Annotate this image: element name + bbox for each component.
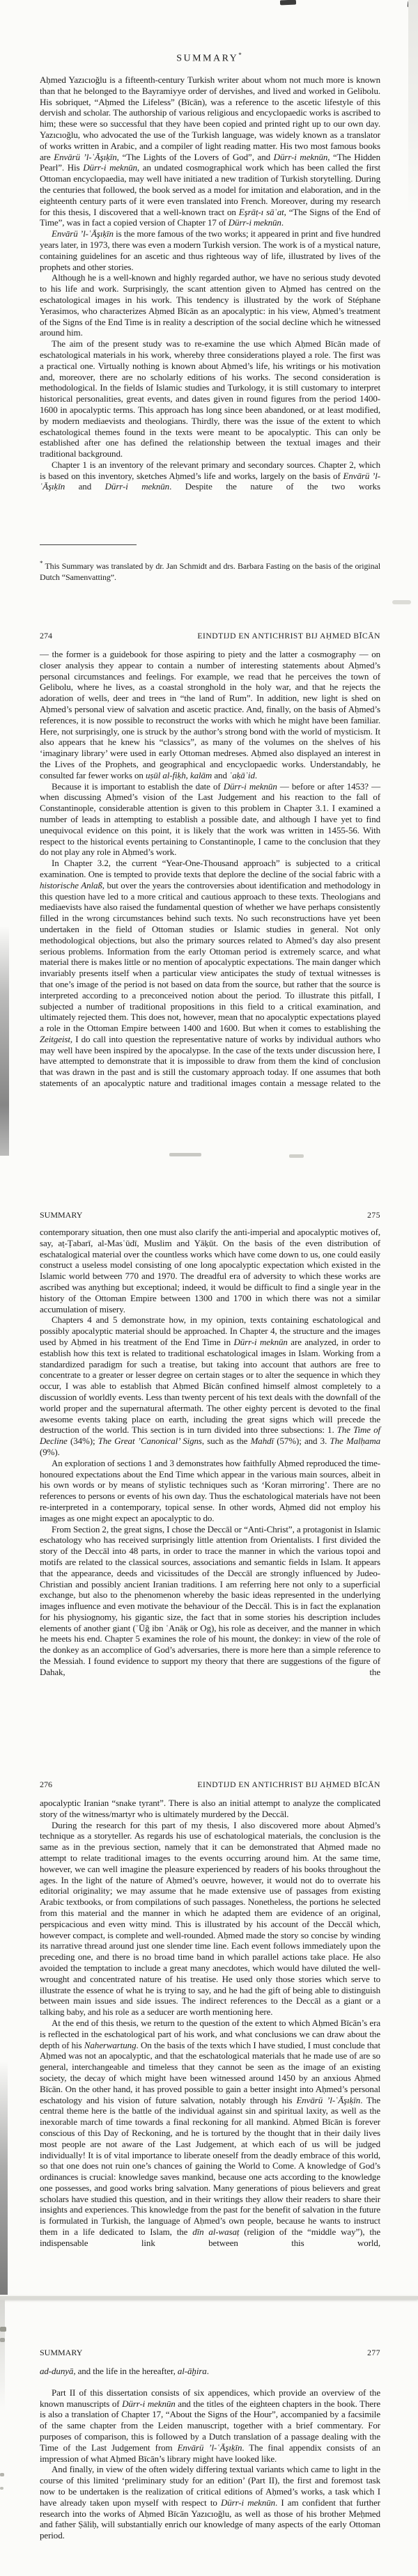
- paragraph: From Section 2, the great signs, I chose the Deccāl or “Anti-Christ”, a protagonist in Islamic eschatology who has received surprisingly little attention from Orientalists. I first divided the story of the Deccāl into 48 parts, in order to trace the manner in which the various topoi and motifs are related to the classical sources, associations and semantic fields in Islam. It appears that the appearance, deeds and vicissitudes of the Deccāl are strongly influenced by Judeo-Christian and possibly ancient Iranian traditions. I am referring here not only to a superficial exchange, but also to the phenomenon whereby the basic ideas represented in the underlying images influence and even motivate the behaviour of the Deccāl. This is in fact the explanation for his physiognomy, his gigantic size, the fact that in some stories his description includes elements of another giant (ʿŪğ ibn ʿAnāḳ or Og), his role as deceiver, and the manner in which he meets his end. Chapter 5 examines the role of his mount, the donkey: in view of the role of the donkey as an accomplice of God’s adversaries, there is more here than a simple reference to the Messiah. I found evidence to support my theory that there are suggestions of the figure of Dahak, the: [40, 1523, 380, 1677]
- paragraph: Because it is important to establish the date of Dürr-i meknūn — before or after 1453? — when discussing Aḥmed’s vision of the Last Judgement and his reaction to the fall of Constantinople, considerable attention is given to this problem in Chapter 3.1. I examined a number of leads in attempting to establish a possible date, and although I have yet to find unequivocal evidence on this point, it is likely that the work was written in 1455-56. With respect to the historical events pertaining to Constantinople, I came to the conclusion that they do not play any role in Aḥmed’s work.: [40, 780, 380, 858]
- paragraph: — the former is a guidebook for those aspiring to piety and the latter a cosmography — on closer analysis they appear to contain a number of interesting statements about Aḥmed’s personal circumstances and feelings. For example, we read that he perceives the town of Gelibolu, where he lives, as a coastal stronghold in the holy war, and that he rejects the adoration of wells, deer and trees in “the land of Rum”. In addition, new light is shed on Aḥmed’s personal view of salvation and ascetic practice. And, finally, on the basis of Aḥmed’s references, it is now possible to reconstruct the works with which he might have been familiar. Here, not surprisingly, one is struck by the author’s strong bond with the world of mysticism. It also appears that he knew his “classics”, as many of the volumes on the shelves of his ‘imaginary library’ were used in early Ottoman medreses. Aḥmed also displayed an interest in the Lives of the Prophets, and geographical and encyclopaedic works. Understandably, he consulted far fewer works on uṣūl al-fiḳh, kalām and ʿaḳāʾid.: [40, 649, 380, 780]
- page-body: [40, 74, 380, 492]
- scan-artifact-edge-mark: [0, 2473, 4, 2476]
- paragraph: At the end of this thesis, we return to the question of the extent to which Aḥmed Bīcān’s era is reflected in the eschatological part of his work, and what conclusions we can draw about the depth of his Naherwartung. On the basis of the texts which I have studied, I must conclude that Aḥmed was not an apocalyptic, and that the eschatological materials that he made use of are so general, interchangeable and timeless that they cannot be seen as the image of an existing society, the decay of which might have been witnessed around 1450 by an anxious Aḥmed Bīcān. On the other hand, it has proved possible to gain a better insight into Aḥmed’s personal eschatology and his vision of future salvation, notably through his Envārü ’l-ʿĀşıḳīn. The central theme here is the battle of the individual against sin and spiritual laxity, as well as the inexorable march of time towards a final reckoning for all mankind. Aḥmed Bīcān is forever conscious of this Day of Reckoning, and he is tortured by the thought that in their daily lives most people are not aware of the Last Judgement, at which each of us will be judged individually! It is of vital importance to liberate oneself from the deadly embrace of this world, so that one does not ruin one’s chances of gaining the World to Come. A knowledge of God’s ordinances is crucial: knowledge saves mankind, because one acts according to the knowledge one possesses, and good works bring salvation. Many generations of pious believers and great scholars have studied this question, and in their writings they allow their readers to share their insights and experiences. This knowledge from the past for the benefit of salvation in the future is formulated in Turkish, the language of Aḥmed’s own people, because he wants to instruct them in a life dedicated to Islam, the dīn al-wasaṭ (religion of the “middle way”), the indispensable link between this world,: [40, 2017, 380, 2248]
- paragraph: Part II of this dissertation consists of six appendices, which provide an overview of the known manuscripts of Dürr-i meknūn and the titles of the eighteen chapters in the book. There is also a translation of Chapter 17, “About the Signs of the Hour”, accompanied by a facsimile of the same chapter from the Leiden manuscript, together with a brief commentary. For purposes of comparison, this is followed by a Dutch translation of a passage dealing with the Time of the Last Judgement from Envārü ’l-ʿĀşıḳīn. The final appendix consists of an impression of what Aḥmed Bīcān’s library might have looked like.: [40, 2387, 380, 2464]
- running-title: SUMMARY: [40, 2348, 83, 2357]
- scan-artifact-smudge: [392, 600, 411, 604]
- paragraph: Chapters 4 and 5 demonstrate how, in my opinion, texts containing eschatological and possibly apocalyptic material should be approached. In Chapter 4, the structure and the images used by Aḥmed in his treatment of the End Time in Dürr-i meknūn are analyzed, in order to establish how this text is related to traditional eschatological images in Islam. Working from a standardized paradigm for such a treatise, but taking into account that authors are free to concentrate to a greater or lesser degree on certain stages or to alter the sequence in which they occur, I was able to establish that Aḥmed Bīcān confined himself almost completely to a discussion of worldly events. Less than twenty percent of his text deals with the downfall of the world proper and the supernatural aftermath. The other eighty percent is devoted to the final awesome events taking place on earth, including the great signs which will precede the destruction of the world. This section is in turn divided into three subsections: 1. The Time of Decline (34%); The Great ’Canonical’ Signs, such as the Mahdī (57%); and 3. The Malḥama (9%).: [40, 1314, 381, 1457]
- paragraph: In Chapter 3.2, the current “Year-One-Thousand approach” is subjected to a critical examination. One is tempted to provide texts that deplore the decline of the social fabric with a historische Anlaß, but over the years the controversies about identification and methodology in this question have led to a more critical and cautious approach to these texts. Theologians and mediaevists have also raised the fundamental question of whether we have perhaps consistently filled in the wrong circumstances behind such texts. No such reconstructions have yet been undertaken in the field of Ottoman studies or Islamic studies in general. Not only methodological objections, but also the primary sources related to Aḥmed’s day also present serious problems. Information from the early Ottoman period is extremely scarce, and what material there is makes little or no mention of apocalyptic expectations. The main danger which invariably presents itself when a particular view anticipates the study of textual witnesses is that one’s image of the period is not based on data from the source, but rather that the source is interpreted according to a preconceived notion about the period. To illustrate this pitfall, I subjected a number of traditional propositions in this field to a critical examination, and ultimately rejected them. This does not, however, mean that no apocalyptic expectations played a role in the Ottoman Empire between 1400 and 1600. But when it comes to establishing the Zeitgeist, I do call into question the representative nature of works by individual authors who may well have been inspired by the apocalypse. In the case of the texts under discussion here, I have attempted to demonstrate that it is impossible to draw from them the kind of conclusion that was drawn in the past and is still the customary approach today. If one assumes that both statements of an apocalyptic nature and traditional images contain a message related to the: [40, 858, 381, 1089]
- paragraph: Envārü ’l-ʿĀşıḳīn is the more famous of the two works; it appeared in print and five hundred years later, in 1973, there was even a modern Turkish version. The work is of a mystical nature, containing guidelines for an ascetic and thus righteous way of life, illustrated by lives of the prophets and other stories.: [40, 228, 380, 272]
- paragraph: contemporary situation, then one must also clarify the anti-imperial and apocalyptic motives of, say, aṭ-Ṭabarī, al-Masʿūdī, Muslim and Yāḳūt. On the basis of the even distribution of eschatalogical material over the countless works which have come down to us, one could easily construct a useless model consisting of one long apocalyptic expectation which existed in the Islamic world between 770 and 1970. The dreadful era of adversity to which these works are ascribed was anything but exceptional; indeed, it would be difficult to find a single year in the history of the Ottoman Empire between 1300 and 1700 in which there was not a similar accumulation of misery.: [40, 1227, 380, 1314]
- page-title-text: SUMMARY: [176, 53, 239, 64]
- paragraph: The aim of the present study was to re-examine the use which Aḥmed Bīcān made of eschatological materials in his work, whereby three considerations played a role. The first was a practical one. Virtually nothing is known about Aḥmed’s life, his writings or his motivation and, moreover, there are no scholarly editions of his works. The second consideration is methodological. In the fields of Islamic studies and Turkology, it is still customary to interpret historical personalities, great events, and dates given in round figures from the period 1400-1600 in apocalyptic terms. This approach has long since been abandoned, or at least modified, by modern mediaevists and theologians. Thirdly, there was the issue of the extent to which eschatological themes found in the texts were meant to be apocalyptic. This can only be established after one has defined the relationship between the textual images and their traditional background.: [40, 338, 380, 460]
- paragraph: During the research for this part of my thesis, I also discovered more about Aḥmed’s technique as a storyteller. As regards his use of eschatological materials, the conclusion is the same as in the previous section, namely that it can be demonstrated that Aḥmed made no attempt to relate traditional images to the events occurring around him. At the same time, however, we can well imagine the pleasure experienced by readers of his books throughout the ages. In the light of the nature of Aḥmed’s oeuvre, however, it would not do to overrate his editorial originality; we may assume that he made extensive use of passages from existing Arabic textbooks, or from compilations of such passages. Nonetheless, the portions he selected from this material and the manner in which he adapted them are evidence of an original, perspicacious and even witty mind. This is illustrated by his account of the Deccāl which, however compact, is complete and well-rounded. Aḥmed made the story so concise by winding its narrative thread around just one slender time line. Each event follows immediately upon the preceding one, and there is no broad time band in which parallel actions take place. He also avoided the temptation to include a great many anecdotes, which would have diluted the well-wrought and concentrated nature of his treatise. He used only those stories which serve to illustrate the essence of what he is trying to say, and he had the gift of being able to distinguish between main issues and side issues. The indirect references to the Deccāl as a giant or a talking baby, and his role as a seducer are worth mentioning here.: [40, 1819, 380, 2018]
- footnote: * This Summary was translated by dr. Jan Schmidt and drs. Barbara Fasting on the basis of the original Dutch “Samenvatting”.: [40, 560, 380, 582]
- scan-artifact-right-edge-shade: [408, 0, 418, 216]
- scan-artifact-edge-mark: [0, 2338, 5, 2342]
- scan-artifact-binding-shadow: [0, 2061, 8, 2295]
- page-number: 277: [367, 2348, 380, 2357]
- running-header: [40, 2348, 380, 2358]
- scan-artifact-edge-mark: [0, 2487, 3, 2490]
- scan-artifact-seam-smudge: [169, 1153, 201, 1156]
- scan-artifact-seam-smudge: [289, 1154, 304, 1158]
- paragraph: apocalyptic Iranian “snake tyrant”. There is also an initial attempt to analyze the complicated story of the witness/martyr who is ultimately murdered by the Deccāl.: [40, 1798, 380, 1819]
- page-body: [40, 1798, 380, 2249]
- paragraph: Chapter 1 is an inventory of the relevant primary and secondary sources. Chapter 2, which is based on this inventory, sketches Aḥmed’s life and works, largely on the basis of Envārü ’l-ʿĀşıḳīn and Dürr-i meknūn. Despite the nature of the two works: [40, 459, 381, 492]
- scan-artifact-left-edge-shade: [0, 2300, 5, 2411]
- paragraph: ad-dunyā, and the life in the hereafter, al-āḫira.: [40, 2366, 209, 2376]
- scan-artifact-edge-mark: [0, 2327, 6, 2332]
- paragraph: Although he is a well-known and highly regarded author, we have no serious study devoted to his life and work. Surprisingly, the scant attention given to Aḥmed has centred on the eschatological images in his work. This tendency is illustrated by the work of Stéphane Yerasimos, who characterizes Aḥmed Bīcān as an apocalyptic: in his view, Aḥmed’s treatment of the Signs of the End Time is in reality a description of the social decline which he witnessed around him.: [40, 272, 380, 338]
- scan-artifact-binding-shadow: [0, 926, 9, 1156]
- footnote-rule: [40, 544, 137, 545]
- paragraph: And finally, in view of the often widely differing textual variants which came to light in the course of this limited ‘preliminary study for an edition’ (Part II), the first and foremost task now to be undertaken is the realization of critical editions of Aḥmed’s works, a task which I have already taken upon myself with respect to Dürr-i meknūn. I am confident that further research into the works of Aḥmed Bīcān Yazıcıoğlu, as well as those of his brother Meḥmed and father Ṣāliḥ, will substantially enrich our knowledge of many aspects of the early Ottoman period.: [40, 2464, 380, 2541]
- page-number: 274: [40, 631, 52, 641]
- scan-artifact-top-mark-left: [280, 0, 296, 5]
- scan-artifact-top-mark-right: [408, 1, 418, 8]
- page-body: [40, 649, 380, 1089]
- page-body: [40, 2366, 380, 2541]
- paragraph: An exploration of sections 1 and 3 demonstrates how faithfully Aḥmed reproduced the time-honoured expectations about the End Time which appear in the various main sources, albeit in his own words or by means of stylistic techniques such as ‘Koran mirroring’. There are no references to persons or events of his own day. Thus the eschatological materials have not been re-interpreted in a contemporary, topical sense. In other words, Aḥmed did not employ his images as one might expect an apocalyptic to do.: [40, 1457, 380, 1523]
- page-number: 275: [367, 1211, 380, 1220]
- footnote-marker-icon: *: [238, 52, 242, 58]
- page-body: [40, 1227, 380, 1678]
- page-number: 276: [40, 1780, 52, 1789]
- running-title: SUMMARY: [40, 1210, 83, 1220]
- running-header: [40, 631, 380, 641]
- scan-artifact-page-seam: [0, 2296, 418, 2300]
- page-title: [0, 52, 418, 65]
- running-header: [40, 1780, 380, 1790]
- running-title: EINDTIJD EN ANTICHRIST BIJ AḤMED BĪCĀN: [197, 631, 380, 641]
- running-header: [40, 1210, 380, 1220]
- paragraph: Aḥmed Yazıcıoğlu is a fifteenth-century Turkish writer about whom not much more is known than that he belonged to the Bayramiyye order of dervishes, and lived and worked in Gelibolu. His sobriquet, “Aḥmed the Lifeless” (Bīcān), was a reference to the ascetic lifestyle of this dervish and scholar. The authorship of various religious and encyclopaedic works is ascribed to him; these were so successful that they have been copied and printed right up to our own day. Yazıcıoğlu, who advocated the use of the Turkish language, was widely known as a translator of works written in Arabic, and a compiler of light reading matter. His two most famous books are Envārü ’l-ʿĀşıḳīn, “The Lights of the Lovers of God”, and Dürr-i meknūn, “The Hidden Pearl”. His Dürr-i meknūn, an undated cosmographical work which has been called the first Ottoman encyclopaedia, may well have initiated a new tradition of Turkish storytelling. During the centuries that followed, the book served as a model for imitation and elaboration, and in the eighteenth century parts of it were even translated into French. Moreover, during my research for this thesis, I discovered that a well-known tract on Eşrāṭ-ı sāʿat, “The Signs of the End of Time”, was in fact a copied version of Chapter 17 of Dürr-i meknūn.: [40, 74, 381, 228]
- running-title: EINDTIJD EN ANTICHRIST BIJ AḤMED BĪCĀN: [197, 1780, 380, 1789]
